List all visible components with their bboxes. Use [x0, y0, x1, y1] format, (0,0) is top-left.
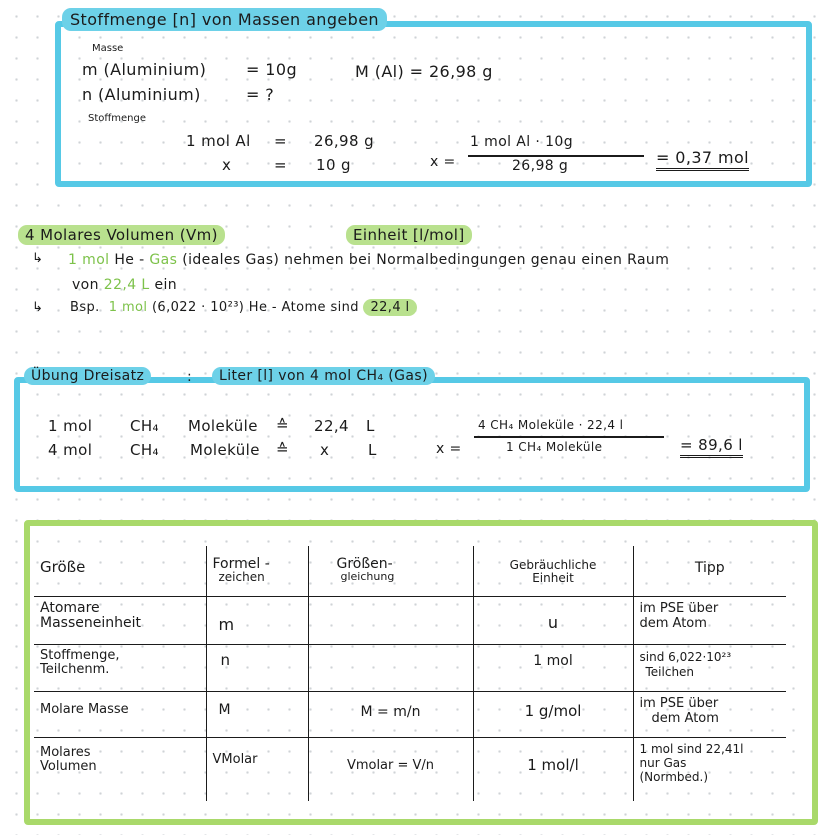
- table-header-row: [34, 546, 786, 596]
- cell-r1-formel: m: [206, 596, 308, 644]
- d-r2-e: x: [320, 441, 330, 459]
- cell-r4-gleichung: Vmolar = V/n: [308, 737, 473, 801]
- cell-r2-einheit: 1 mol: [473, 644, 633, 691]
- cell-r4-tipp: 1 mol sind 22,41l nur Gas (Normbed.): [633, 737, 786, 801]
- summary-table: [34, 546, 786, 801]
- frac2-line: [474, 436, 664, 438]
- d-r1-a: 1 mol: [48, 417, 93, 435]
- einheit-label: Einheit [l/mol]: [346, 226, 472, 244]
- cell-r2-tipp: sind 6,022·10²³ Teilchen: [633, 644, 786, 691]
- row1-eq: =: [274, 132, 287, 150]
- x-equals-1: x =: [430, 154, 456, 170]
- d-r2-a: 4 mol: [48, 441, 93, 459]
- cell-r1-tipp: im PSE über dem Atom: [633, 596, 786, 644]
- stoffmenge-note: Stoffmenge: [88, 113, 147, 124]
- cell-r1-gleichung: [308, 596, 473, 644]
- row1-right: 26,98 g: [314, 132, 375, 150]
- frac2-bottom: 1 CH₄ Moleküle: [506, 440, 603, 454]
- row1-left: 1 mol Al: [186, 132, 251, 150]
- masse-note: Masse: [92, 43, 124, 54]
- cell-r3-formel: M: [206, 691, 308, 737]
- line1: 1 mol He - Gas (ideales Gas) nehmen bei Normalbedingungen genau einen Raum: [68, 252, 670, 268]
- d-r2-b: CH₄: [130, 441, 159, 459]
- cell-r4-einheit: 1 mol/l: [473, 737, 633, 801]
- row2-right: 10 g: [316, 156, 351, 174]
- d-r2-f: L: [368, 441, 377, 459]
- table-row: [34, 596, 786, 644]
- header-formelzeichen: Formel - zeichen: [206, 546, 308, 596]
- row2-left: x: [222, 156, 232, 174]
- d-r2-d: ≙: [276, 440, 289, 458]
- header-groessengleichung: Größen- gleichung: [308, 546, 473, 596]
- molar-mass-al: M (Al) = 26,98 g: [355, 62, 493, 81]
- n-label: n (Aluminium): [82, 85, 201, 104]
- m-value: = 10g: [246, 60, 298, 79]
- d-r1-c: Moleküle: [188, 417, 258, 435]
- m-label: m (Aluminium): [82, 60, 207, 79]
- d-r1-e: 22,4: [314, 417, 349, 435]
- d-r1-b: CH₄: [130, 417, 159, 435]
- cell-r2-groesse: Stoffmenge, Teilchenm.: [34, 644, 206, 691]
- result2: = 89,6 l: [680, 436, 743, 454]
- table-row: [34, 644, 786, 691]
- cell-r3-gleichung: M = m/n: [308, 691, 473, 737]
- frac1-line: [468, 155, 644, 157]
- cell-r1-groesse: Atomare Masseneinheit: [34, 596, 206, 644]
- line2: von 22,4 L ein: [72, 277, 178, 293]
- molares-volumen-heading: 4 Molares Volumen (Vm): [18, 226, 225, 244]
- cell-r3-tipp: im PSE über dem Atom: [633, 691, 786, 737]
- table-row: [34, 691, 786, 737]
- table-row: [34, 737, 786, 801]
- arrow-2: ↳: [32, 300, 43, 315]
- cell-r3-einheit: 1 g/mol: [473, 691, 633, 737]
- section1-title: Stoffmenge [n] von Massen angeben: [62, 10, 387, 29]
- frac1-top: 1 mol Al · 10g: [470, 134, 574, 150]
- d-r1-d: ≙: [276, 416, 289, 434]
- frac1-bottom: 26,98 g: [512, 158, 569, 174]
- arrow-1: ↳: [32, 251, 43, 266]
- cell-r1-einheit: u: [473, 596, 633, 644]
- cell-r2-formel: n: [206, 644, 308, 691]
- d-r2-c: Moleküle: [190, 441, 260, 459]
- cell-r3-groesse: Molare Masse: [34, 691, 206, 737]
- uebung-title: Übung Dreisatz: [24, 368, 151, 384]
- frac2-top: 4 CH₄ Moleküle · 22,4 l: [478, 418, 624, 432]
- header-groesse: Größe: [34, 546, 206, 596]
- header-tipp: Tipp: [633, 546, 786, 596]
- header-einheit: Gebräuchliche Einheit: [473, 546, 633, 596]
- line3: Bsp. 1 mol (6,022 · 10²³) He - Atome sind 22,4 l: [70, 300, 417, 315]
- n-value: = ?: [246, 85, 275, 104]
- cell-r4-formel: VMolar: [206, 737, 308, 801]
- cell-r2-gleichung: [308, 644, 473, 691]
- colon: :: [187, 369, 192, 385]
- d-r1-f: L: [366, 417, 375, 435]
- dreisatz-subtitle: Liter [l] von 4 mol CH₄ (Gas): [212, 368, 435, 384]
- row2-eq: =: [274, 156, 287, 174]
- result1: = 0,37 mol: [656, 148, 749, 167]
- x-equals-2: x =: [436, 441, 462, 457]
- cell-r4-groesse: Molares Volumen: [34, 737, 206, 801]
